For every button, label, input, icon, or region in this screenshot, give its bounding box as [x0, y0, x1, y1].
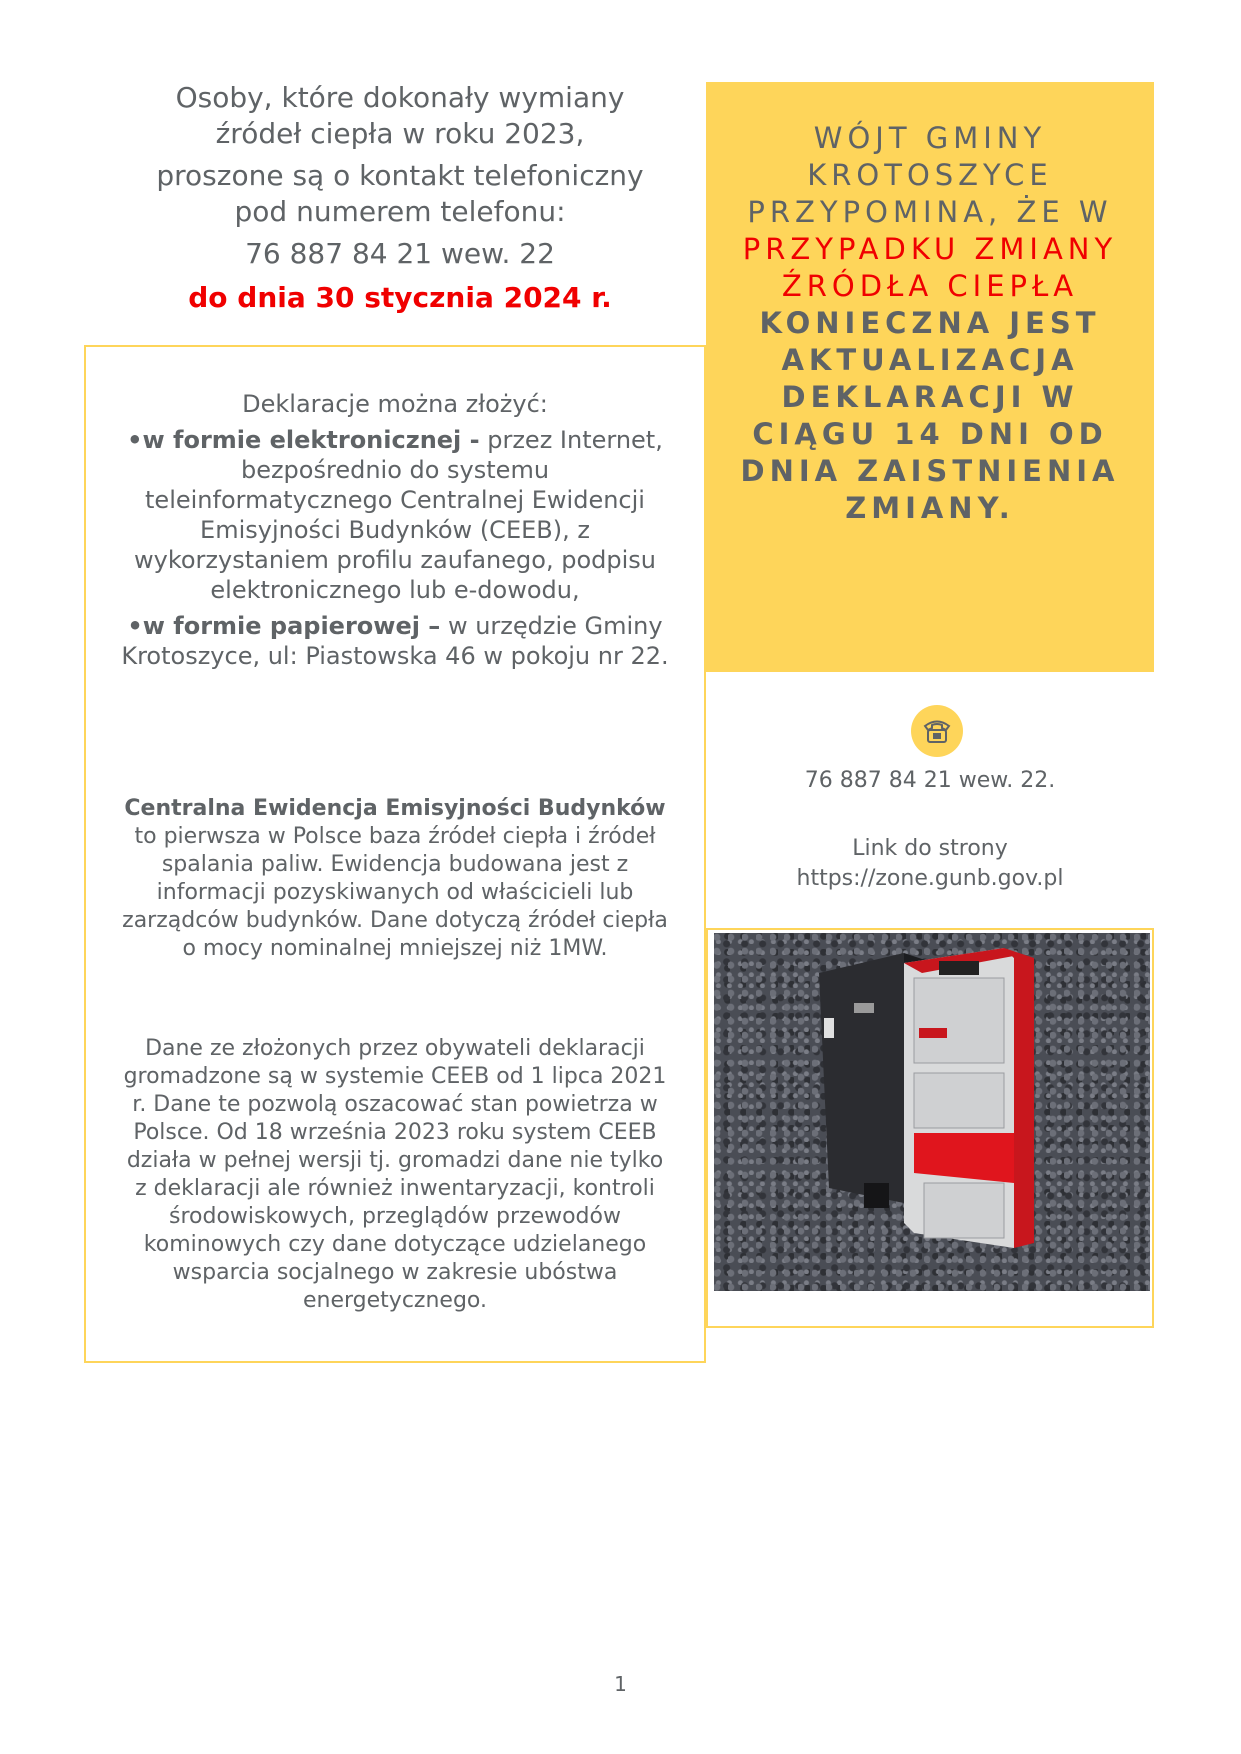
info-box	[84, 345, 706, 1363]
intro-line-4: pod numerem telefonu:	[234, 195, 566, 228]
paper-text: w urzędzie Gminy Krotoszyce, ul: Piastowska 46 w pokoju nr 22.	[121, 612, 669, 670]
notice-box	[706, 82, 1154, 672]
electronic-text: przez Internet, bezpośrednio do systemu teleinformatycznego Centralnej Ewidencji Emisyjności Budynków (CEEB), z wykorzystaniem profilu zaufanego, podpisu elektronicznego lub e-dowodu,	[134, 426, 663, 604]
ceeb-data-section	[120, 1035, 670, 1315]
notice-part-3: KONIECZNA JEST AKTUALIZACJA DEKLARACJI W CIĄGU 14 DNI OD DNIA ZAISTNIENIA ZMIANY.	[740, 306, 1120, 525]
page-number: 1	[614, 1672, 627, 1696]
declarations-electronic	[120, 425, 670, 605]
contact-box	[706, 672, 1154, 930]
phone-icon	[911, 705, 963, 757]
ceeb-description	[120, 795, 670, 963]
ceeb-name: Centralna Ewidencja Emisyjności Budynków	[124, 796, 666, 821]
declarations-paper	[120, 611, 670, 671]
notice-part-1: WÓJT GMINY KROTOSZYCE PRZYPOMINA, ŻE W	[747, 121, 1113, 229]
intro-phone: 76 887 84 21 wew. 22	[245, 237, 555, 270]
notice-part-2: PRZYPADKU ZMIANY ŹRÓDŁA CIEPŁA	[742, 232, 1118, 303]
photo-box	[706, 930, 1154, 1328]
boiler-photo	[714, 933, 1150, 1291]
intro-deadline: do dnia 30 stycznia 2024 r.	[188, 281, 612, 314]
declarations-section	[120, 389, 670, 677]
link-url[interactable]: https://zone.gunb.gov.pl	[796, 866, 1064, 891]
ceeb-data-text: Dane ze złożonych przez obywateli deklaracji gromadzone są w systemie CEEB od 1 lipca 2021 r. Dane te pozwolą oszacować stan powietrza w Polsce. Od 18 września 2023 roku system CEEB działa w pełnej wersji tj. gromadzi dane nie tylko z deklaracji ale również inwentaryzacji, kontroli środowiskowych, przeglądów przewodów kominowych czy dane dotyczące udzielanego wsparcia socjalnego w zakresie ubóstwa energetycznego.	[123, 1036, 667, 1313]
electronic-label: •w formie elektronicznej -	[127, 426, 480, 454]
contact-link	[706, 834, 1154, 894]
declarations-heading: Deklaracje można złożyć:	[242, 390, 548, 418]
intro-section	[95, 80, 705, 316]
contact-phone: 76 887 84 21 wew. 22.	[804, 768, 1056, 793]
link-label: Link do strony	[852, 836, 1008, 861]
paper-label: •w formie papierowej –	[127, 612, 441, 640]
intro-line-1: Osoby, które dokonały wymiany	[175, 81, 625, 114]
notice-text	[720, 120, 1140, 527]
ceeb-text: to pierwsza w Polsce baza źródeł ciepła i źródeł spalania paliw. Ewidencja budowana jest z informacji pozyskiwanych od właścicieli lub zarządców budynków. Dane dotyczą źródeł ciepła o mocy nominalnej mniejszej niż 1MW.	[122, 824, 668, 961]
intro-line-2: źródeł ciepła w roku 2023,	[215, 117, 585, 150]
intro-line-3: proszone są o kontakt telefoniczny	[156, 159, 644, 192]
